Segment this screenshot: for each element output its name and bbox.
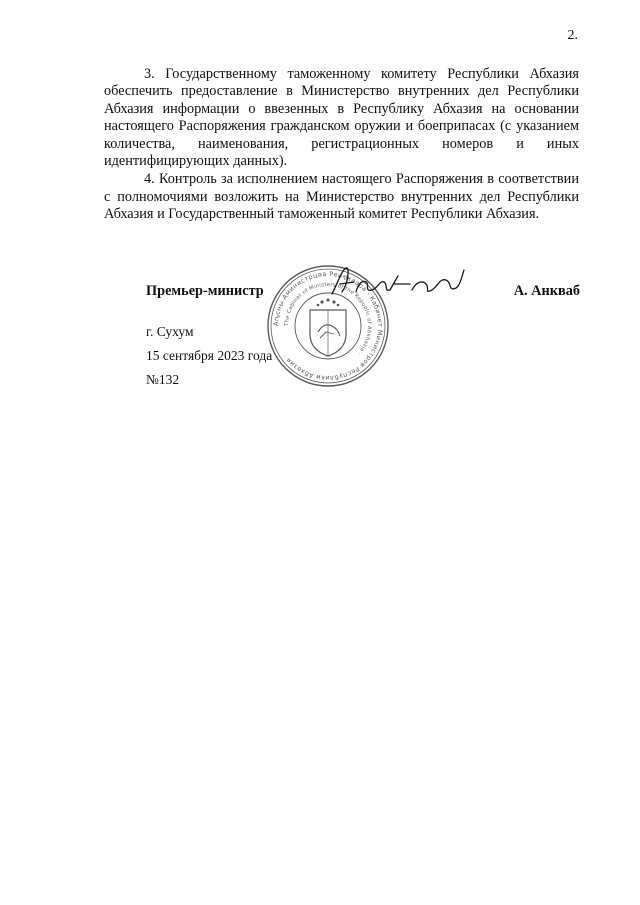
signer-name: А. Анкваб <box>513 283 580 299</box>
paragraph-4: 4. Контроль за исполнением настоящего Распоряжения в соответствии с полномочиями возложить на Министерство внутренних дел Республики Абхазия и Государственный таможенный комитет Республики Абхазия. <box>104 171 579 223</box>
page-number: 2. <box>567 28 578 43</box>
document-meta <box>146 320 272 392</box>
document-body <box>104 66 579 224</box>
paragraph-3: 3. Государственному таможенному комитету Республики Абхазия обеспечить предоставление в Министерство внутренних дел Республики Абхазия информации о ввезенных в Республику Абхазия на основании настоящего Распоряжения гражданском оружии и боеприпасах (с указанием количества, наименования, регистрационных номеров и иных идентифицирующих данных). <box>104 66 579 170</box>
document-date: 15 сентября 2023 года <box>146 348 273 363</box>
document-city: г. Сухум <box>146 324 194 339</box>
signature-row <box>146 283 580 303</box>
document-number: №132 <box>146 372 180 387</box>
svg-text:Аҧсны Аминистрцәа Реиҿкаара ·: Аҧсны Аминистрцәа Реиҿкаара · Кабинет Министров Республики Абхазия · <box>271 269 385 383</box>
svg-text:The Cabinet of Ministers of th: The Cabinet of Ministers of the Republic of Abkhazia · <box>283 281 373 357</box>
signer-position: Премьер-министр <box>146 283 264 299</box>
